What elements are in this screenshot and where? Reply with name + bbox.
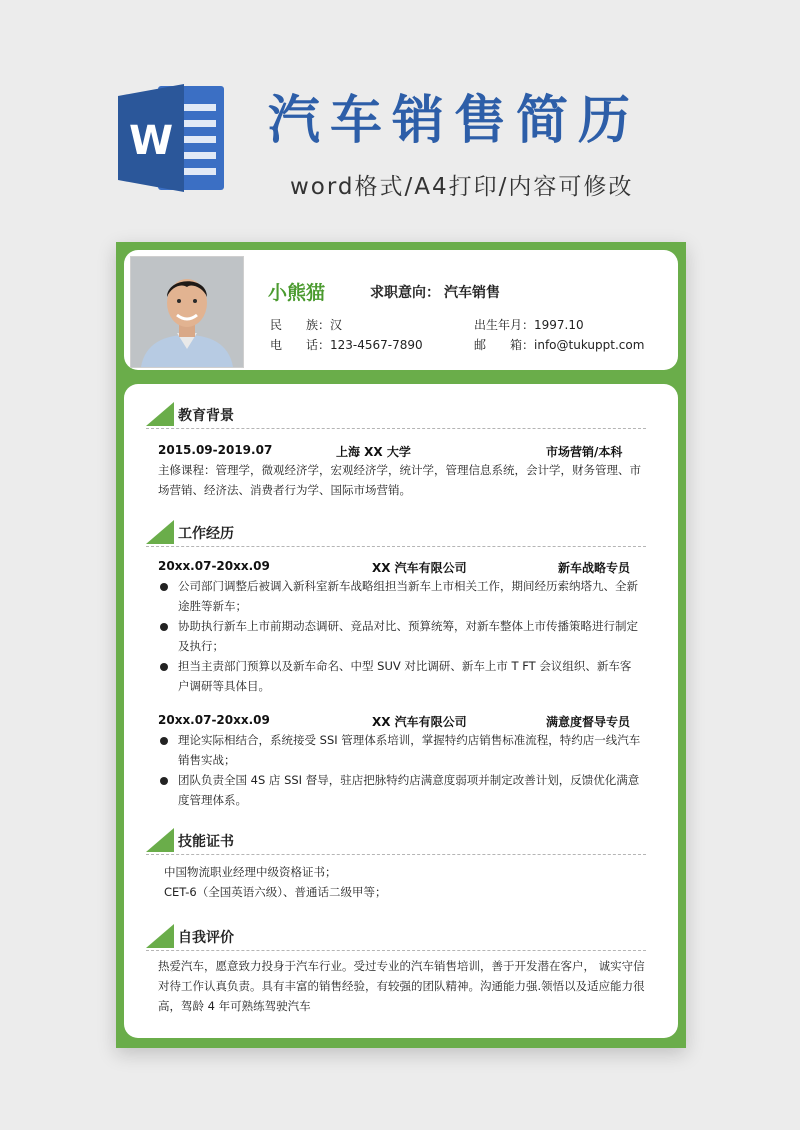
email-label: 邮 箱： — [474, 338, 535, 352]
bullet-icon — [160, 663, 168, 671]
ethnicity-row — [270, 316, 342, 333]
section-marker-icon — [146, 828, 174, 852]
ethnicity-label: 民 族： — [270, 318, 331, 332]
education-heading-text: 教育背景 — [178, 408, 234, 424]
education-courses-line2: 场营销、经济法、消费者行为学、国际市场营销。 — [158, 483, 411, 497]
education-period: 2015.09-2019.07 — [158, 443, 273, 457]
phone-value: 123-4567-7890 — [330, 338, 423, 352]
divider — [146, 428, 646, 429]
phone-row — [270, 336, 423, 353]
divider — [146, 854, 646, 855]
birth-label: 出生年月： — [474, 318, 535, 332]
bullet-icon — [160, 737, 168, 745]
job-intent-value: 汽车销售 — [444, 285, 500, 301]
job-title: 新车战略专员 — [558, 561, 631, 575]
bullet-icon — [160, 623, 168, 631]
job-bullet: 担当主责部门预算以及新车命名、中型 SUV 对比调研、新车上市 T FT 会议组织、新车客户调研等具体目。 — [178, 659, 632, 693]
job-company: XX 汽车有限公司 — [372, 561, 467, 575]
education-courses-line1: 主修课程：管理学，微观经济学，宏观经济学，统计学，管理信息系统，会计学，财务管理、市 — [158, 463, 641, 477]
divider — [146, 546, 646, 547]
birth-row — [474, 316, 584, 333]
job-bullet: 协助执行新车上市前期动态调研、竞品对比、预算统筹，对新车整体上市传播策略进行制定及执行； — [178, 619, 638, 653]
email-row — [474, 336, 644, 353]
job-title: 满意度督导专员 — [546, 715, 631, 729]
avatar-photo — [130, 256, 244, 368]
divider — [146, 950, 646, 951]
email-value: info@tukuppt.com — [534, 338, 645, 352]
education-major: 市场营销/本科 — [546, 445, 623, 459]
page-title: 汽车销售简历 — [268, 91, 641, 151]
section-marker-icon — [146, 402, 174, 426]
job-bullet: 理论实际相结合，系统接受 SSI 管理体系培训，掌握特约店销售标准流程，特约店一线汽车销售实战； — [178, 733, 641, 767]
skill-line: CET-6（全国英语六级）、普通话二级甲等； — [164, 885, 387, 899]
section-marker-icon — [146, 520, 174, 544]
job-bullet: 公司部门调整后被调入新科室新车战略组担当新车上市相关工作，期间经历索纳塔九、全新途胜等新车； — [178, 579, 638, 613]
bullet-icon — [160, 583, 168, 591]
job-period: 20xx.07-20xx.09 — [158, 713, 270, 727]
candidate-name: 小熊猫 — [268, 282, 326, 304]
work-heading-text: 工作经历 — [178, 526, 234, 542]
job-company: XX 汽车有限公司 — [372, 715, 467, 729]
birth-value: 1997.10 — [534, 318, 584, 332]
job-intent-label: 求职意向： — [370, 285, 440, 301]
page-subtitle: word格式/A4打印/内容可修改 — [290, 174, 634, 200]
word-logo-icon — [118, 82, 228, 194]
skill-line: 中国物流职业经理中级资格证书； — [164, 865, 337, 879]
section-marker-icon — [146, 924, 174, 948]
job-bullet: 团队负责全国 4S 店 SSI 督导，驻店把脉特约店满意度弱项并制定改善计划，反馈优化满意度管理体系。 — [178, 773, 640, 807]
phone-label: 电 话： — [270, 338, 331, 352]
ethnicity-value: 汉 — [330, 318, 343, 332]
job-period: 20xx.07-20xx.09 — [158, 559, 270, 573]
education-school: 上海 XX 大学 — [336, 445, 411, 459]
self-eval-heading-text: 自我评价 — [178, 930, 234, 946]
bullet-icon — [160, 777, 168, 785]
word-logo-letter: W — [128, 118, 174, 164]
skills-heading-text: 技能证书 — [178, 834, 234, 850]
self-eval-text: 热爱汽车，愿意致力投身于汽车行业。受过专业的汽车销售培训，善于开发潜在客户， 诚实守信对待工作认真负责。具有丰富的销售经验，有较强的团队精神。沟通能力强.领悟以及适应能力很高，驾龄 4 年可熟练驾驶汽车 — [158, 959, 645, 1013]
